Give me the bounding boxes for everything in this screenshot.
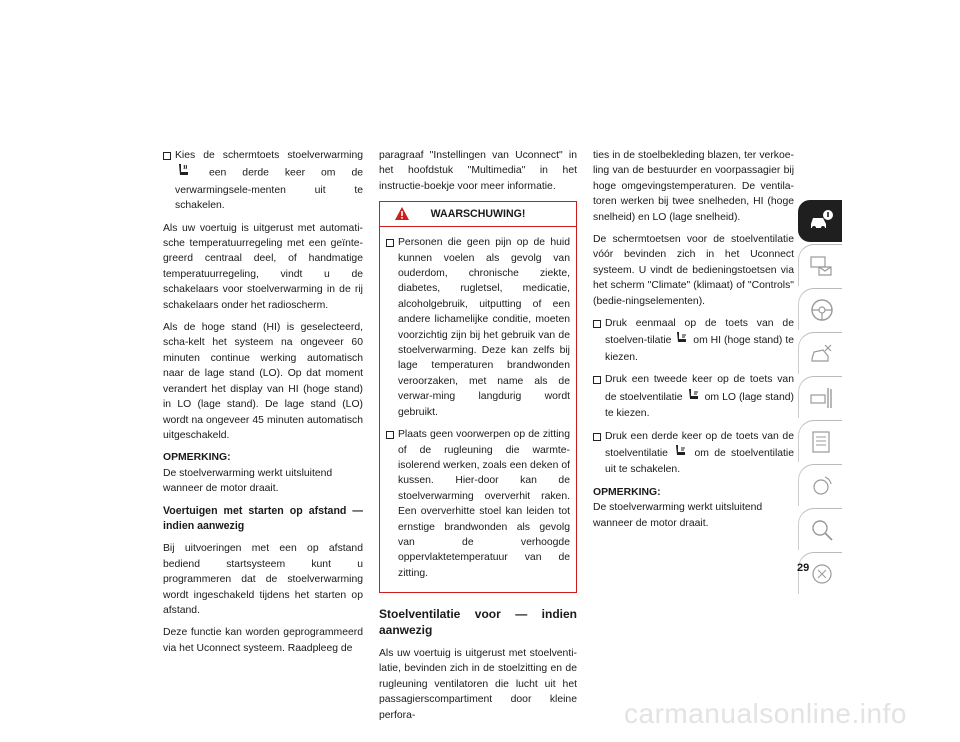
steering-wheel-icon (809, 297, 835, 323)
bullet-item (593, 372, 794, 421)
checkbox-bullet-icon (593, 376, 601, 384)
bullet-text-cont: om de stoelventilatie uit te schakelen. (605, 447, 795, 476)
tab-driving[interactable] (798, 288, 842, 330)
multimedia-icon (809, 473, 835, 499)
seat-ventilation-icon (688, 388, 700, 406)
paragraph: De schermtoetsen voor de stoelventilatie vóór bevinden zich in het Uconnect systeem. U vindt de bedieningstoetsen via het scherm "Climate" (klimaat) of "Controls" (bedie-ningselementen). (593, 234, 794, 307)
column-right (593, 148, 794, 538)
note-text: De stoelverwarming werkt uitsluitend wanneer de motor draait. (163, 467, 333, 495)
warning-title: WAARSCHUWING! (430, 208, 526, 221)
warning-text: Plaats geen voorwerpen op de zitting of de rugleuning die warmte-isolerend werken, zoals een deken of kussen. Hier-door kan de stoelverwarming oververhit raken. Een oververhitte stoel kan leiden tot ernstige brandwonden als gevolg van de verhoogde oppervlaktetemperatuur van de zitting. (398, 429, 570, 579)
warning-item (386, 235, 570, 420)
warning-item (386, 427, 570, 581)
paragraph: ties in de stoelbekleding blazen, ter verkoe-ling van de bestuurder en voorpassagier bij hoge omgevingstemperaturen. De ventila-toren werken bij twee snelheden, HI (hoge snelheid) en LO (lage snelheid). (593, 150, 794, 223)
languages-icon (809, 561, 835, 587)
chapter-tabs (798, 200, 842, 596)
tab-index[interactable] (798, 508, 842, 550)
note (593, 485, 794, 531)
service-tools-icon (809, 385, 835, 411)
warning-header (380, 202, 576, 227)
paragraph: Bij uitvoeringen met een op afstand bediend startsysteem kunt u programmeren dat de stoelverwarming wordt ingeschakeld tijdens het starten op afstand. (163, 543, 363, 616)
search-icon (809, 517, 835, 543)
bullet-text-cont: een derde keer om de verwarmingsele-menten uit te schakelen. (175, 167, 363, 212)
tab-service[interactable] (798, 376, 842, 418)
note-label: OPMERKING: (593, 486, 661, 498)
checkbox-bullet-icon (593, 320, 601, 328)
warning-box (379, 201, 577, 593)
column-left (163, 148, 363, 663)
tab-messages[interactable] (798, 244, 842, 286)
note (163, 450, 363, 496)
tab-specifications[interactable] (798, 420, 842, 462)
seat-ventilation-icon (676, 331, 688, 349)
paragraph: Als de hoge stand (HI) is geselecteerd, scha-kelt het systeem na ongeveer 60 minuten continue werking automatisch naar de lage stand (LO). Op dat moment verandert het display van HI (hoge stand) in LO (lage stand). De lage stand (LO) wordt na ongeveer 45 minuten automatisch uitgeschakeld. (163, 322, 363, 441)
checkbox-bullet-icon (386, 239, 394, 247)
warning-text: Personen die geen pijn op de huid kunnen voelen als gevolg van ouderdom, chronische ziekte, diabetes, rugletsel, medicatie, alcoholgebruik, uitputting of een andere lichamelijke conditie, moeten voorzichtig zijn bij het gebruik van de stoelverwarming. Deze kan zelfs bij lage temperaturen brandwonden veroorzaken, met name als de verwar-ming langdurig wordt gebruikt. (398, 237, 570, 418)
page-number: 29 (797, 562, 810, 574)
bullet-text: Druk een tweede keer op de toets van de stoelventilatie (605, 374, 794, 403)
car-crash-icon (809, 341, 835, 367)
paragraph: Als uw voertuig is uitgerust met stoelventi-latie, bevinden zich in de stoelzitting en de rugleuning ventilatoren die lucht uit het passagierscompartiment door kleine perfora- (379, 647, 577, 721)
tab-multimedia[interactable] (798, 464, 842, 506)
messages-icon (809, 253, 835, 279)
note-label: OPMERKING: (163, 452, 231, 464)
warning-triangle-icon (394, 206, 410, 221)
bullet-item (163, 148, 363, 214)
bullet-text-cont: om LO (lage stand) te kiezen. (605, 391, 794, 420)
car-info-icon (808, 208, 834, 234)
checkbox-bullet-icon (593, 433, 601, 441)
column-middle (379, 148, 577, 730)
note-text: De stoelverwarming werkt uitsluitend wanneer de motor draait. (593, 502, 763, 529)
seat-ventilation-icon (675, 444, 687, 462)
tab-emergency[interactable] (798, 332, 842, 374)
paragraph: Als uw voertuig is uitgerust met automati-sche temperatuurregeling met een geïnte-greerd centraal deel, of handmatige temperatuurregeling, vindt u de schakelaars voor stoelverwarming in de rij schakelaars onder het radioscherm. (163, 222, 363, 311)
tab-car-info[interactable] (798, 200, 842, 242)
checkbox-bullet-icon (163, 152, 171, 160)
bullet-text: Druk een derde keer op de toets van de stoelventilatie (605, 430, 794, 459)
checkbox-bullet-icon (386, 431, 394, 439)
paragraph: Deze functie kan worden geprogrammeerd via het Uconnect systeem. Raadpleeg de (163, 627, 363, 654)
specifications-icon (809, 429, 835, 455)
paragraph: paragraaf "Instellingen van Uconnect" in het hoofdstuk "Multimedia" in het instructie-boekje voor meer informatie. (379, 150, 577, 192)
bullet-text-cont: om HI (hoge stand) te kiezen. (605, 335, 794, 363)
bullet-text: Kies de schermtoets stoelverwarming (175, 150, 363, 161)
section-heading: Stoelventilatie voor — indien aanwezig (379, 607, 577, 637)
section-heading: Voertuigen met starten op afstand — indien aanwezig (163, 504, 363, 532)
bullet-text: Druk eenmaal op de toets van de stoelven-tilatie (605, 318, 794, 347)
watermark: carmanualsonline.info (624, 698, 907, 729)
bullet-item (593, 429, 794, 478)
seat-heater-icon (177, 163, 191, 182)
bullet-item (593, 316, 794, 365)
